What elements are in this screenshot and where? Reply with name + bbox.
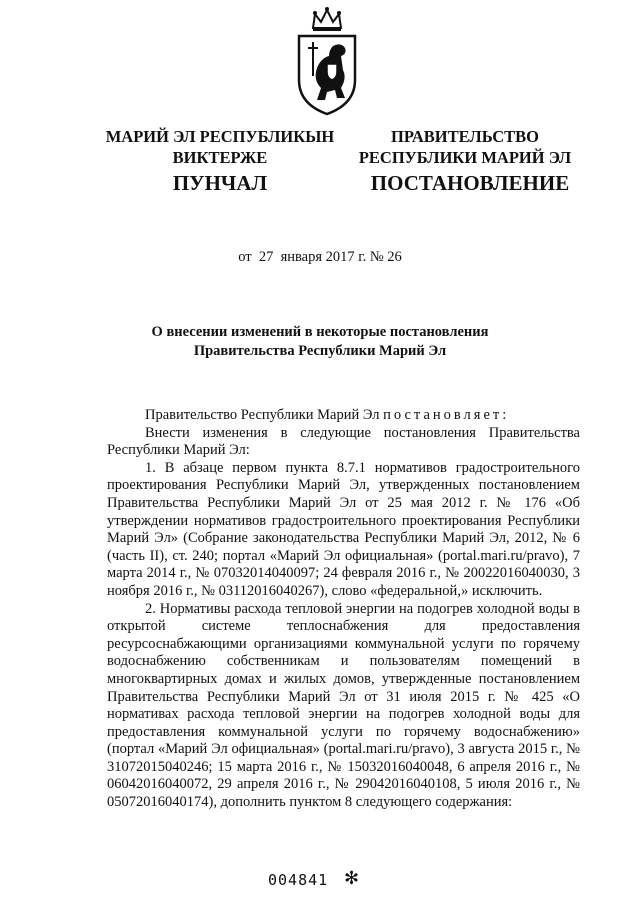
paragraph-item-2: 2. Нормативы расхода тепловой энергии на подогрев холодной воды в открытой системе теплоснабжения для предоставления ресурсоснабжающими организациями коммунальной услуги по горячему водоснабжению собственникам и пользователям помещений в многоквартирных домах и жилых домов, утвержденные постановлением Правительства Республики Марий Эл от 31 июля 2015 г. № 425 «О нормативах расхода тепловой энергии на подогрев холодной воды для предоставления коммунальной услуги по горячему водоснабжению» (портал «Марий Эл официальная» (portal.mari.ru/pravo), 3 августа 2015 г., № 31072015040246; 15 марта 2016 г., № 15032016040048, 6 апреля 2016 г., № 06042016040072, 29 апреля 2016 г., № 29042016040108, 5 июля 2016 г., № 05072016040174), дополнить пунктом 8 следующего содержания: [107,600,580,811]
header-left-line2: ВИКТЕРЖЕ [172,148,268,167]
header-right-title [355,126,575,168]
serial-number: 004841 [268,871,329,889]
document-title-line1: О внесении изменений в некоторые постановления [151,324,489,340]
header-right-line1: ПРАВИТЕЛЬСТВО [391,127,539,146]
intro-paragraph [107,407,580,425]
header-left-title [100,126,340,168]
document-title [0,323,640,361]
intro-decree-word: постановляет: [383,407,510,423]
header-right-line2: РЕСПУБЛИКИ МАРИЙ ЭЛ [358,148,572,167]
document-title-line2: Правительства Республики Марий Эл [193,343,447,359]
paragraph-preamble: Внести изменения в следующие постановления Правительства Республики Марий Эл: [107,424,580,459]
document-body [107,407,580,812]
footer-mark-icon: ✻ [344,868,360,889]
paragraph-item-1: 1. В абзаце первом пункта 8.7.1 нормативов градостроительного проектирования Республики Марий Эл, утвержденных постановлением Правительства Республики Марий Эл от 25 мая 2012 г. № 176 «Об утверждении нормативов градостроительного проектирования Республики Марий Эл» (Собрание законодательства Республики Марий Эл, 2012, № 6 (часть II), ст. 240; портал «Марий Эл официальная» (portal.mari.ru/pravo), 7 марта 2014 г., № 07032014040097; 24 февраля 2016 г., № 20022016040030, 3 ноября 2016 г., № 03112016040267), слово «федеральной,» исключить. [107,459,580,599]
doc-type-right: ПОСТАНОВЛЕНИЕ [370,171,570,195]
document-date-number: от 27 января 2017 г. № 26 [238,249,402,265]
header-left-line1: МАРИЙ ЭЛ РЕСПУБЛИКЫН [105,127,335,146]
coat-of-arms-icon [291,6,363,116]
intro-prefix: Правительство Республики Марий Эл [145,407,384,423]
doc-type-left: ПУНЧАЛ [172,171,268,195]
